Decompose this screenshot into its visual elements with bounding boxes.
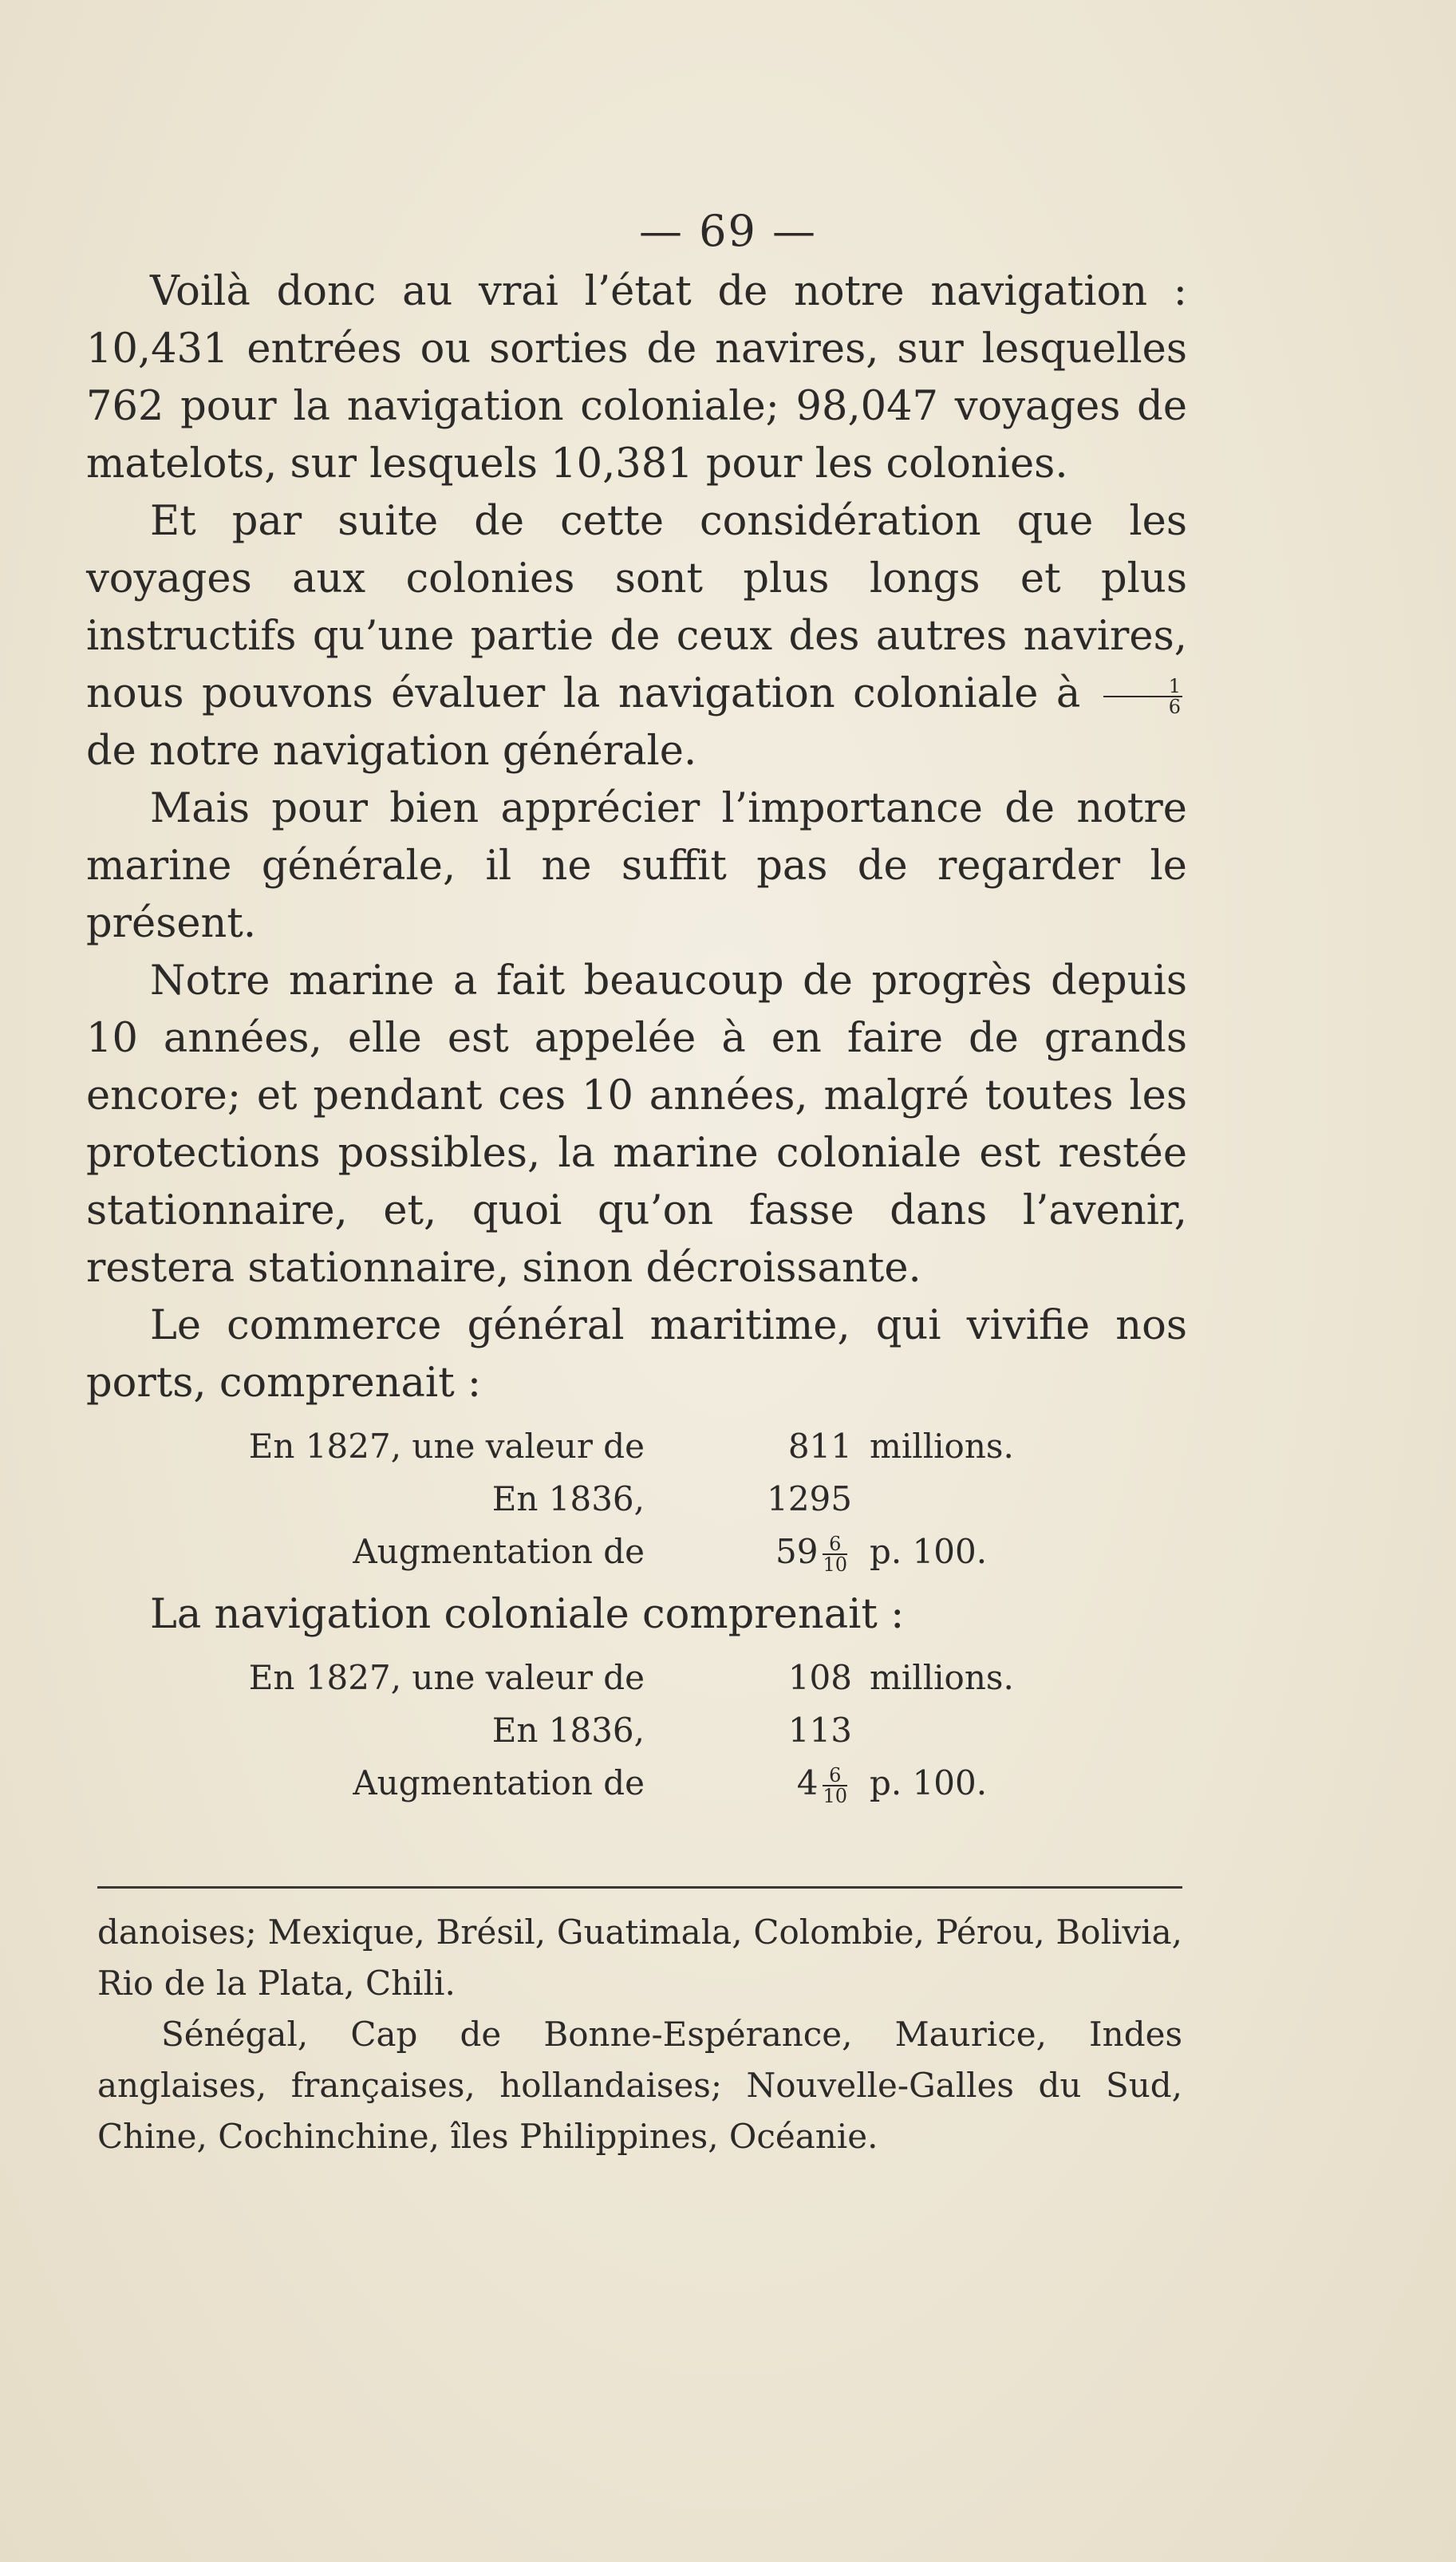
paragraph-progress: Notre marine a fait beaucoup de progrès depuis 10 années, elle est appelée à en faire de grands encore; et pendant ces 10 années, malgré toutes les protections possibles, la marine coloniale est restée stationnaire, et, quoi qu’on fasse dans l’avenir, restera stationnaire, sinon décroissante.	[86, 957, 1187, 1292]
page-number: — 69 —	[638, 206, 818, 256]
row-value: 108	[787, 1658, 852, 1697]
footnote-divider	[97, 1886, 1182, 1889]
table-row	[86, 1526, 1187, 1578]
value-fraction	[823, 1534, 847, 1574]
table-row	[86, 1652, 1187, 1704]
row-value	[645, 1526, 852, 1578]
fraction-one-sixth	[1103, 677, 1182, 716]
paragraph-general-marine: Mais pour bien apprécier l’importance de notre marine générale, il ne suffit pas de regarder le présent.	[86, 785, 1187, 947]
row-value	[645, 1757, 852, 1810]
row-label: En 1827, une valeur de	[248, 1427, 645, 1466]
row-label: En 1827, une valeur de	[248, 1658, 645, 1697]
row-label: Augmentation de	[353, 1532, 645, 1571]
fraction-numerator: 1	[1103, 677, 1182, 697]
row-unit: p. 100.	[870, 1763, 988, 1802]
value-integer: 59	[775, 1532, 819, 1571]
paragraph-colonial-estimate	[86, 493, 1187, 780]
row-value: 113	[787, 1711, 852, 1750]
fraction-numerator: 6	[823, 1534, 847, 1555]
paragraph-colonial-estimate-start: Et par suite de cette considération que les voyages aux colonies sont plus longs et plus instructifs qu’une partie de ceux des autres navires, nous pouvons évaluer la navigation coloniale à	[86, 498, 1187, 717]
paragraph-colonial-navigation: La navigation coloniale comprenait :	[150, 1591, 905, 1638]
fraction-numerator: 6	[823, 1766, 847, 1786]
fraction-denominator: 10	[823, 1553, 847, 1576]
fraction-denominator: 6	[1168, 696, 1181, 718]
table-row	[86, 1473, 1187, 1526]
paragraph-general-commerce: Le commerce général maritime, qui vivifie nos ports, comprenait :	[86, 1302, 1187, 1407]
table-row	[86, 1757, 1187, 1810]
row-unit	[852, 1473, 870, 1526]
footnotes	[97, 1907, 1182, 2162]
row-label: En 1836,	[491, 1479, 645, 1518]
value-integer: 4	[796, 1763, 819, 1802]
table-row	[86, 1420, 1187, 1473]
value-fraction	[823, 1766, 847, 1806]
row-value: 811	[787, 1427, 852, 1466]
row-label: En 1836,	[491, 1711, 645, 1750]
paragraph-colonial-estimate-end: de notre navigation générale.	[86, 728, 697, 775]
paragraph-navigation-summary: Voilà donc au vrai l’état de notre navigation : 10,431 entrées ou sorties de navires, sur lesquelles 762 pour la navigation coloniale; 98,047 voyages de matelots, sur lesquels 10,381 pour les colonies.	[86, 268, 1187, 488]
row-unit: millions.	[870, 1658, 1014, 1697]
row-unit: millions.	[870, 1427, 1014, 1466]
footnote-continuation: danoises; Mexique, Brésil, Guatimala, Colombie, Pérou, Bolivia, Rio de la Plata, Chili.	[97, 1913, 1182, 2003]
row-value: 1295	[767, 1479, 852, 1518]
footnote-colonies: Sénégal, Cap de Bonne-Espérance, Maurice, Indes anglaises, françaises, hollandaises; Nouvelle-Galles du Sud, Chine, Cochinchine, îles Philippines, Océanie.	[97, 2015, 1182, 2156]
row-unit: p. 100.	[870, 1532, 988, 1571]
table-row	[86, 1704, 1187, 1757]
fraction-denominator: 10	[823, 1785, 847, 1807]
table-colonial-navigation	[86, 1652, 1187, 1810]
table-general-commerce	[86, 1420, 1187, 1578]
row-unit	[852, 1704, 870, 1757]
row-label: Augmentation de	[353, 1763, 645, 1802]
main-text	[86, 263, 1187, 1818]
